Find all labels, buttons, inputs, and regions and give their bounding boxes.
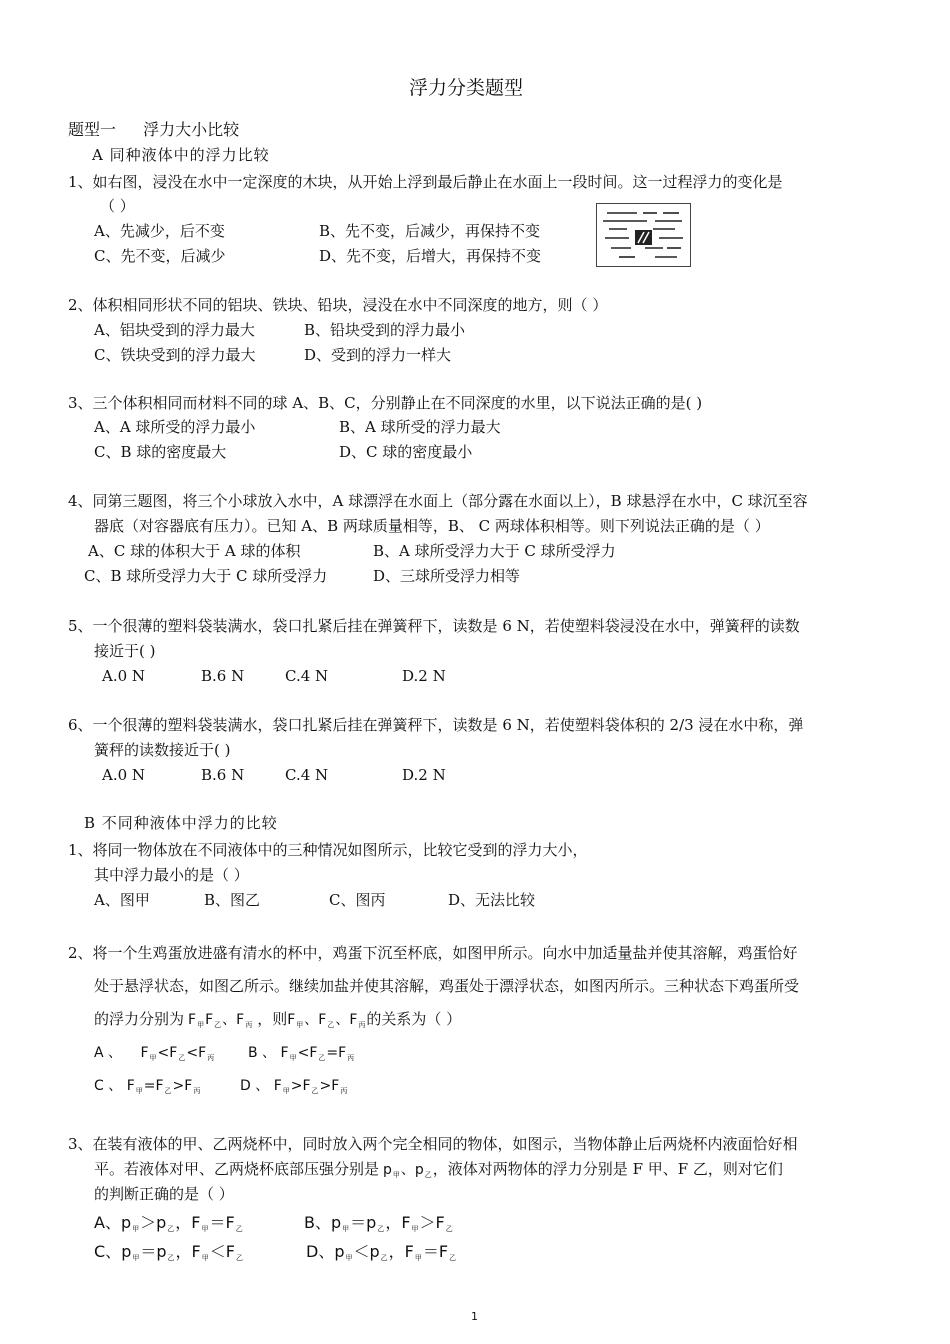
- question-b3-option-c: [94, 1242, 244, 1268]
- question-a6-option-a: A.0 N: [102, 766, 146, 784]
- subscript: 甲: [201, 1254, 209, 1262]
- question-a4-stem-line2: 器底（对容器底有压力）。已知 A、B 两球质量相等，B、 C 两球体积相等。则下列说法正确的是（ ）: [94, 517, 770, 535]
- pressure-symbol: p: [366, 1213, 377, 1232]
- force-symbol: F: [401, 1213, 411, 1232]
- question-a5-option-a: A.0 N: [102, 667, 146, 685]
- part-a-heading: A 同种液体中的浮力比较: [92, 146, 270, 164]
- question-b2-option-b: [248, 1043, 355, 1068]
- force-symbol: F: [349, 1012, 358, 1028]
- question-a6-option-c: C.4 N: [285, 766, 329, 784]
- subscript: 甲: [132, 1225, 140, 1233]
- water-block-diagram: [597, 204, 690, 266]
- subscript: 乙: [377, 1225, 385, 1233]
- question-a1-option-c: C、先不变，后减少: [94, 247, 226, 265]
- option-label: D 、: [240, 1078, 270, 1094]
- section-label: 题型一: [68, 120, 117, 139]
- subscript: 乙: [449, 1254, 457, 1262]
- relation: ＝: [422, 1242, 439, 1261]
- subscript: 甲: [411, 1225, 419, 1233]
- question-a1-option-b: B、先不变，后减少，再保持不变: [319, 222, 541, 240]
- relation: ＜: [209, 1242, 226, 1261]
- force-symbol: F: [338, 1045, 347, 1061]
- pressure-symbol: p: [156, 1242, 167, 1261]
- subscript: 乙: [167, 1254, 175, 1262]
- question-a3-option-c: C、B 球的密度最大: [94, 443, 227, 461]
- option-label: C、: [94, 1242, 122, 1261]
- subscript: 甲: [149, 1054, 157, 1062]
- separator: ，: [175, 1213, 192, 1232]
- part-b-heading: B 不同种液体中浮力的比较: [84, 814, 278, 832]
- question-b3-option-a: [94, 1213, 244, 1239]
- force-symbol: F: [225, 1242, 235, 1261]
- separator: ，: [175, 1242, 192, 1261]
- question-a6-option-d: D.2 N: [402, 766, 446, 784]
- question-a1-blank: （ ）: [100, 197, 135, 215]
- separator: ，: [385, 1213, 402, 1232]
- question-a1-stem: 1、如右图，浸没在水中一定深度的木块，从开始上浮到最后静止在水面上一段时间。这一过程浮力的变化是: [68, 173, 783, 191]
- relation: >: [290, 1078, 303, 1094]
- force-symbol: F: [188, 1012, 197, 1028]
- relation: ＝: [209, 1213, 226, 1232]
- force-symbol: F: [302, 1078, 311, 1094]
- page-title: 浮力分类题型: [409, 77, 524, 99]
- force-symbol: F: [287, 1012, 296, 1028]
- question-b1-stem-line2: 其中浮力最小的是（ ）: [94, 866, 249, 884]
- pressure-symbol: p: [383, 1162, 392, 1178]
- question-a5-option-c: C.4 N: [285, 667, 329, 685]
- relation: ＞: [140, 1213, 157, 1232]
- subscript: 甲: [282, 1087, 290, 1095]
- option-label: D、: [306, 1242, 335, 1261]
- force-symbol: F: [404, 1242, 414, 1261]
- relation: ＜: [353, 1242, 370, 1261]
- subscript: 乙: [235, 1254, 243, 1262]
- question-a3-option-d: D、C 球的密度最小: [339, 443, 473, 461]
- relation: >: [172, 1078, 185, 1094]
- question-b1-stem-line1: 1、将同一物体放在不同液体中的三种情况如图所示，比较它受到的浮力大小，: [68, 841, 588, 859]
- section-heading: [68, 120, 239, 140]
- force-symbol: F: [438, 1242, 449, 1261]
- question-b3-stem-line1: 3、在装有液体的甲、乙两烧杯中，同时放入两个完全相同的物体，如图示，当物体静止后两烧杯内液面恰好相: [68, 1135, 798, 1153]
- pressure-symbol: p: [369, 1242, 380, 1261]
- question-b2-stem-line2: 处于悬浮状态，如图乙所示。继续加盐并使其溶解，鸡蛋处于漂浮状态，如图丙所示。三种状态下鸡蛋所受: [94, 977, 800, 995]
- subscript: 乙: [311, 1087, 319, 1095]
- subscript: 乙: [164, 1087, 172, 1095]
- question-a5-option-b: B.6 N: [201, 667, 245, 685]
- force-symbol: F: [191, 1242, 201, 1261]
- question-a6-stem-line2: 簧秤的读数接近于( ): [94, 741, 231, 759]
- question-b3-stem2-prefix: 平。若液体对甲、乙两烧杯底部压强分别是: [94, 1160, 380, 1178]
- relation: =: [326, 1045, 339, 1061]
- relation: >: [319, 1078, 332, 1094]
- relation: ＝: [140, 1242, 157, 1261]
- question-a4-option-c: C、B 球所受浮力大于 C 球所受浮力: [84, 567, 328, 585]
- question-b3-option-b: [304, 1213, 454, 1239]
- section-name: 浮力大小比较: [143, 120, 240, 139]
- subscript: 甲: [342, 1225, 350, 1233]
- question-b3-stem-line3: 的判断正确的是（ ）: [94, 1185, 234, 1203]
- question-a2-option-a: A、铝块受到的浮力最大: [94, 321, 255, 339]
- relation: =: [143, 1078, 156, 1094]
- force-symbol: F: [331, 1078, 340, 1094]
- question-a1-option-a: A、先减少，后不变: [94, 222, 225, 240]
- subscript: 甲: [197, 1021, 205, 1029]
- option-label: B 、: [248, 1045, 277, 1061]
- question-a2-option-b: B、铅块受到的浮力最小: [304, 321, 466, 339]
- question-a3-stem: 3、三个体积相同而材料不同的球 A、B、C，分别静止在不同深度的水里，以下说法正确的是( ): [68, 394, 703, 412]
- question-a6-option-b: B.6 N: [201, 766, 245, 784]
- subscript: 甲: [392, 1171, 400, 1179]
- question-b1-option-b: B、图乙: [204, 891, 261, 909]
- question-a4-stem-line1: 4、同第三题图，将三个小球放入水中，A 球漂浮在水面上（部分露在水面以上），B 球悬浮在水中，C 球沉至容: [68, 492, 808, 510]
- relation: ＝: [350, 1213, 367, 1232]
- subscript: 丙: [193, 1087, 201, 1095]
- question-b2-option-a: [94, 1043, 215, 1068]
- subscript: 乙: [178, 1054, 186, 1062]
- force-symbol: F: [184, 1078, 193, 1094]
- subscript: 甲: [414, 1254, 422, 1262]
- question-b2-stem-line3: [94, 1009, 461, 1035]
- question-b1-option-c: C、图丙: [329, 891, 386, 909]
- force-symbol: F: [155, 1078, 164, 1094]
- question-b2-stem-line1: 2、将一个生鸡蛋放进盛有清水的杯中，鸡蛋下沉至杯底，如图甲所示。向水中加适量盐并使其溶解，鸡蛋恰好: [68, 944, 798, 962]
- question-a2-option-c: C、铁块受到的浮力最大: [94, 346, 256, 364]
- force-symbol: F: [318, 1012, 327, 1028]
- separator: 、: [304, 1012, 319, 1028]
- question-a5-stem-line1: 5、一个很薄的塑料袋装满水，袋口扎紧后挂在弹簧秤下，读数是 6 N，若使塑料袋浸没在水中，弹簧秤的读数: [68, 617, 800, 635]
- question-b2-stem3-prefix: 的浮力分别为: [94, 1010, 185, 1028]
- subscript: 丙: [358, 1021, 366, 1029]
- subscript: 甲: [345, 1254, 353, 1262]
- subscript: 乙: [327, 1021, 335, 1029]
- question-a3-option-b: B、A 球所受的浮力最大: [339, 418, 501, 436]
- subscript: 乙: [380, 1254, 388, 1262]
- question-b2-stem3-suffix: 的关系为（ ）: [366, 1010, 462, 1028]
- force-symbol: F: [273, 1078, 282, 1094]
- question-a5-option-d: D.2 N: [402, 667, 446, 685]
- separator: 、: [400, 1162, 415, 1178]
- force-symbol: F: [191, 1213, 201, 1232]
- pressure-symbol: p: [120, 1213, 132, 1232]
- question-b2-option-c: [94, 1076, 201, 1101]
- force-symbol: F: [225, 1213, 235, 1232]
- subscript: 乙: [445, 1225, 453, 1233]
- force-symbol: F: [140, 1045, 149, 1061]
- question-a2-option-d: D、受到的浮力一样大: [304, 346, 452, 364]
- option-label: A、: [94, 1213, 121, 1232]
- subscript: 乙: [167, 1225, 175, 1233]
- force-symbol: F: [280, 1045, 289, 1061]
- subscript: 甲: [132, 1254, 140, 1262]
- relation: <: [186, 1045, 199, 1061]
- force-symbol: F: [169, 1045, 178, 1061]
- pressure-symbol: p: [156, 1213, 167, 1232]
- question-b2-stem3-mid: ，则: [257, 1010, 288, 1028]
- subscript: 乙: [318, 1054, 326, 1062]
- force-symbol: F: [435, 1213, 445, 1232]
- question-b2-option-d: [240, 1076, 348, 1101]
- separator: 、: [335, 1012, 350, 1028]
- pressure-symbol: p: [414, 1162, 424, 1178]
- wood-block-figure: [596, 203, 691, 267]
- option-label: C 、: [94, 1078, 123, 1094]
- pressure-symbol: p: [330, 1213, 342, 1232]
- force-symbol: F: [236, 1012, 245, 1028]
- subscript: 丙: [207, 1054, 215, 1062]
- question-b3-stem-line2: [94, 1159, 783, 1185]
- question-a6-stem-line1: 6、一个很薄的塑料袋装满水，袋口扎紧后挂在弹簧秤下，读数是 6 N，若使塑料袋体积的 2/3 浸在水中称，弹: [68, 716, 804, 734]
- question-a1-option-d: D、先不变，后增大，再保持不变: [319, 247, 542, 265]
- force-symbol: F: [198, 1045, 207, 1061]
- relation: <: [297, 1045, 310, 1061]
- relation: <: [157, 1045, 170, 1061]
- subscript: 甲: [289, 1054, 297, 1062]
- separator: 、: [222, 1012, 237, 1028]
- question-b1-option-a: A、图甲: [94, 891, 150, 909]
- pressure-symbol: p: [334, 1242, 345, 1261]
- force-symbol: F: [309, 1045, 318, 1061]
- subscript: 丙: [245, 1021, 253, 1029]
- option-label: B、: [304, 1213, 331, 1232]
- question-b1-option-d: D、无法比较: [448, 891, 536, 909]
- subscript: 乙: [424, 1171, 432, 1179]
- subscript: 丙: [340, 1087, 348, 1095]
- subscript: 甲: [296, 1021, 304, 1029]
- subscript: 甲: [135, 1087, 143, 1095]
- separator: ，: [388, 1242, 405, 1261]
- subscript: 乙: [214, 1021, 222, 1029]
- option-label: A 、: [94, 1045, 123, 1061]
- question-b3-stem2-suffix: ，液体对两物体的浮力分别是 F 甲、F 乙，则对它们: [432, 1160, 783, 1178]
- page-number: 1: [471, 1310, 478, 1323]
- question-a5-stem-line2: 接近于( ): [94, 642, 156, 660]
- question-a4-option-b: B、A 球所受浮力大于 C 球所受浮力: [373, 542, 616, 560]
- question-a2-stem: 2、体积相同形状不同的铝块、铁块、铅块，浸没在水中不同深度的地方，则（ ）: [68, 296, 608, 314]
- question-a4-option-a: A、C 球的体积大于 A 球的体积: [88, 542, 301, 560]
- pressure-symbol: p: [121, 1242, 132, 1261]
- question-b3-option-d: [306, 1242, 457, 1268]
- force-symbol: F: [205, 1012, 214, 1028]
- subscript: 乙: [235, 1225, 243, 1233]
- question-a3-option-a: A、A 球所受的浮力最小: [94, 418, 256, 436]
- subscript: 甲: [201, 1225, 209, 1233]
- force-symbol: F: [126, 1078, 135, 1094]
- relation: ＞: [419, 1213, 436, 1232]
- subscript: 丙: [347, 1054, 355, 1062]
- question-a4-option-d: D、三球所受浮力相等: [373, 567, 521, 585]
